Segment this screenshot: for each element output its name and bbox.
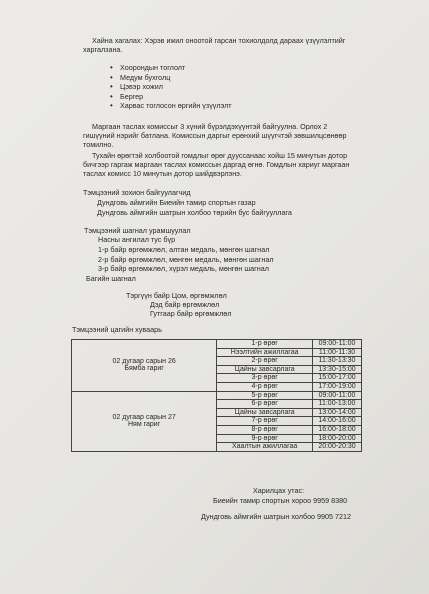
awards-line-5: Багийн шагнал [86, 274, 136, 283]
event-cell: 3-р өрөг [217, 374, 313, 383]
appeal-line-3: таслах комисс 10 минутын дотор шийдвэрлэнэ. [83, 169, 242, 178]
time-cell: 18:00-20:00 [313, 434, 362, 443]
awards-line-1: Насны ангилал тус бүр [98, 235, 176, 244]
criteria-list [110, 63, 232, 111]
event-cell: Нээлтийн ажиллагаа [217, 348, 313, 357]
team-award-2: Дэд байр өргөмжлөл [150, 300, 220, 309]
criteria-item: • Хоорондын тоглолт [110, 63, 232, 73]
day-weekday: Ням гариг [128, 421, 161, 429]
team-award-3: Гутгаар байр өргөмжлөл [150, 309, 232, 318]
time-cell: 15:00-17:00 [313, 374, 362, 383]
awards-line-2: 1-р байр өргөмжлөл, алтан медаль, мөнгөн шагнал [98, 245, 270, 254]
contacts-line-2: Дундговь аймгийн шатрын холбоо 9905 7212 [201, 512, 352, 521]
table-row [72, 391, 362, 400]
time-cell: 20:00-20:30 [313, 443, 362, 452]
awards-heading: Тэмцээний шагнал урамшуулал [84, 226, 191, 235]
event-cell: 8-р өрөг [217, 425, 313, 434]
time-cell: 09:00-11:00 [313, 391, 362, 400]
time-cell: 09:00-11:00 [313, 340, 362, 349]
table-row [72, 340, 362, 349]
day-cell [72, 391, 217, 451]
time-cell: 14:00-16:00 [313, 417, 362, 426]
day-weekday: Бямба гариг [124, 365, 164, 373]
time-cell: 11:00-13:00 [313, 400, 362, 409]
time-cell: 11:00-11:30 [313, 348, 362, 357]
commission-line-2: гишүүний нэрийг батлана. Комиссын даргыг ерөнхий шүүгчтэй зөвшилцсөнөөр [83, 131, 347, 140]
organizers-line-2: Дундговь аймгийн шатрын холбоо төрийн бус байгууллага [97, 208, 292, 217]
appeal-line-2: бичгээр гаргаж маргаан таслах комиссын даргад өгнө. Гомдлын хариуг маргаан [83, 160, 350, 169]
event-cell: 5-р өрөг [217, 391, 313, 400]
event-cell: 7-р өрөг [217, 417, 313, 426]
time-cell: 16:00-18:00 [313, 425, 362, 434]
day-date: 02 дугаар сарын 26 [112, 357, 176, 365]
time-cell: 11:30-13:30 [313, 357, 362, 366]
time-cell: 13:00-14:00 [313, 408, 362, 417]
intro-line-1: Хайна хагалах: Хэрэв ижил оноотой гарсан тохиолдолд дараах үзүүлэлтийг [92, 36, 346, 45]
awards-line-3: 2-р байр өргөмжлөл, мөнгөн медаль, мөнгөн шагнал [98, 255, 274, 264]
awards-line-4: 3-р байр өргөмжлөл, хүрэл медаль, мөнгөн шагнал [98, 264, 269, 273]
criteria-item: • Цэвэр хожил [110, 82, 232, 92]
organizers-line-1: Дундговь аймгийн Биеийн тамир спортын газар [97, 198, 256, 207]
time-cell: 17:00-19:00 [313, 382, 362, 391]
event-cell: 2-р өрөг [217, 357, 313, 366]
day-cell [72, 340, 217, 392]
criteria-item: • Медум бухголц [110, 73, 232, 83]
schedule-table [71, 339, 362, 452]
commission-line-3: томилно. [83, 140, 114, 149]
commission-line-1: Маргаан таслах комиссыг 3 хүний бүрэлдэхүүнтэй байгуулна. Орлох 2 [92, 122, 328, 131]
event-cell: 4-р өрөг [217, 382, 313, 391]
organizers-heading: Тэмцээний зохион байгуулагчид [83, 188, 191, 197]
event-cell: Хаалтын ажиллагаа [217, 443, 313, 452]
event-cell: Цайны завсарлага [217, 365, 313, 374]
event-cell: 1-р өрөг [217, 340, 313, 349]
criteria-item: • Харвас тоглосон өргийн үзүүлэлт [110, 101, 232, 111]
event-cell: Цайны завсарлага [217, 408, 313, 417]
schedule-heading: Тэмцээний цагийн хуваарь [72, 325, 162, 334]
event-cell: 9-р өрөг [217, 434, 313, 443]
day-date: 02 дугаар сарын 27 [112, 413, 176, 421]
criteria-item: • Бергер [110, 92, 232, 102]
event-cell: 6-р өрөг [217, 400, 313, 409]
intro-line-2: харгалзана. [83, 45, 123, 54]
team-award-1: Тэргүүн байр Цом, өргөмжлөл [126, 291, 227, 300]
contacts-line-1: Биеийн тамир спортын хороо 9959 8380 [213, 496, 348, 505]
time-cell: 13:30-15:00 [313, 365, 362, 374]
appeal-line-1: Тухайн өрөгтэй холбоотой гомдлыг өрөг дууссанаас хойш 15 минутын дотор [92, 151, 348, 160]
contacts-heading: Харилцах утас: [253, 486, 305, 495]
